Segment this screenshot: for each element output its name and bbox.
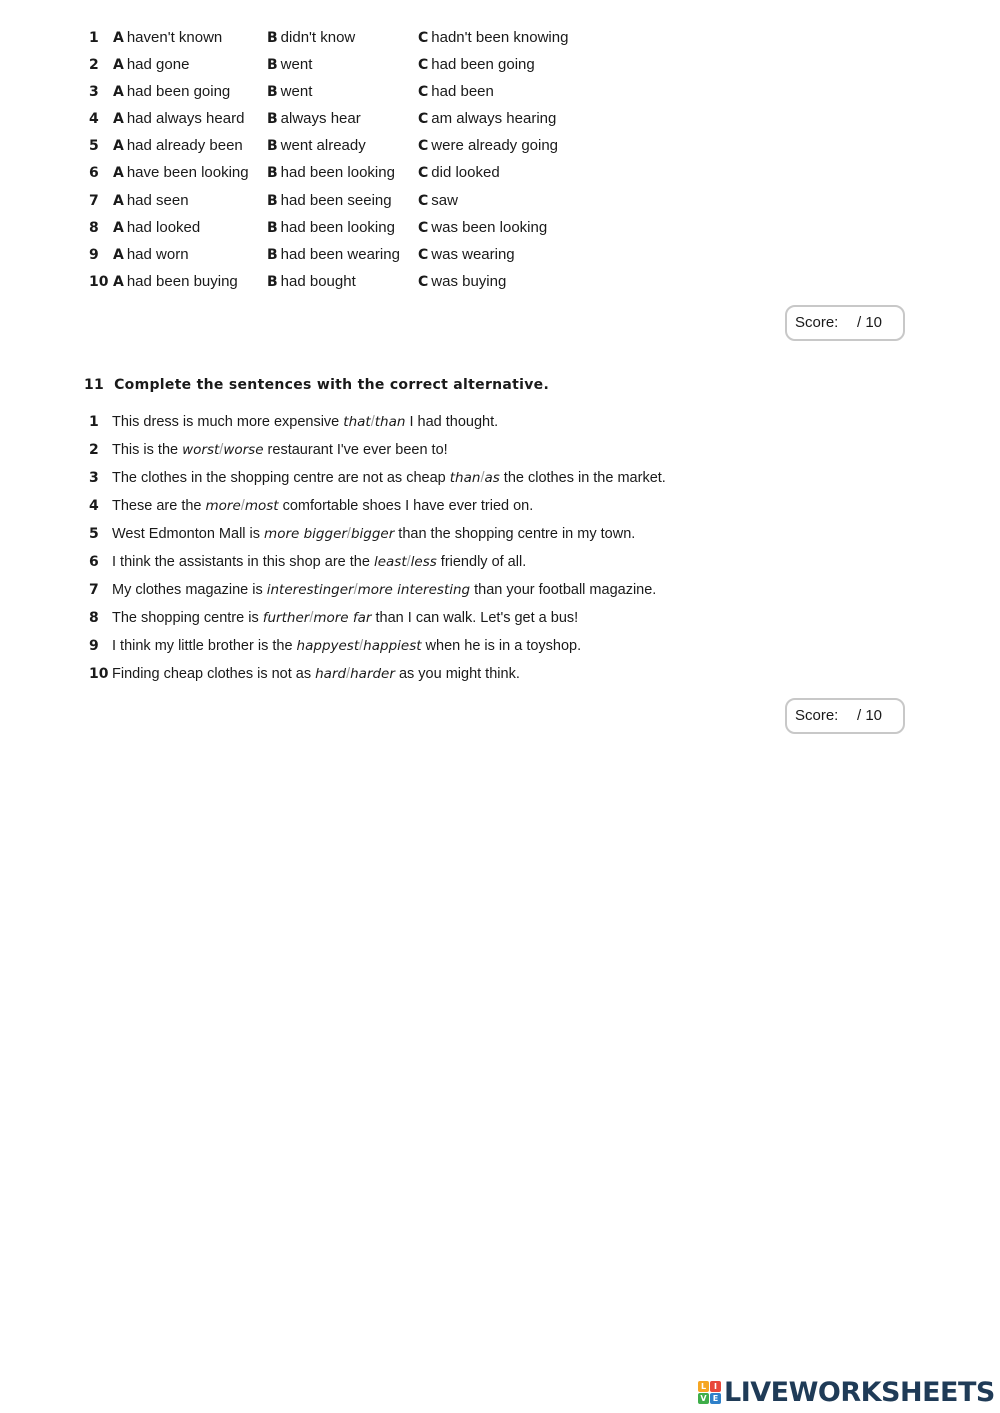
sentence-item (0, 468, 900, 496)
option-b[interactable]: B had bought (267, 273, 356, 290)
alternative-2[interactable]: less (410, 554, 437, 570)
option-c[interactable]: C hadn't been knowing (418, 29, 569, 46)
item-number: 7 (89, 193, 99, 209)
sentence-item (0, 636, 900, 664)
alternative-2[interactable]: harder (350, 666, 395, 682)
sentence-text: This is the worst/worse restaurant I've ever been to! (112, 442, 448, 458)
score-total: / 10 (857, 707, 883, 724)
item-number: 1 (89, 414, 99, 430)
sentence-item (0, 552, 900, 580)
alternative-2[interactable]: most (244, 498, 279, 514)
option-a[interactable]: A had already been (113, 137, 243, 154)
item-number: 4 (89, 111, 99, 127)
sentence-item (0, 580, 900, 608)
sentence-text: The shopping centre is further/more far than I can walk. Let's get a bus! (112, 610, 579, 626)
option-a[interactable]: A had looked (113, 219, 201, 236)
sentence-text: The clothes in the shopping centre are not as cheap than/as the clothes in the market. (112, 470, 666, 486)
option-a[interactable]: A had always heard (113, 110, 245, 127)
option-c[interactable]: C saw (418, 192, 458, 209)
sentence-item (0, 440, 900, 468)
alternative-1[interactable]: than (449, 470, 481, 486)
sentence-text: I think the assistants in this shop are the least/less friendly of all. (112, 554, 527, 570)
alternative-1[interactable]: worst (182, 442, 220, 458)
option-c[interactable]: C was buying (418, 273, 507, 290)
logo-square: V (698, 1393, 709, 1404)
score-label: Score: (795, 707, 839, 724)
item-number: 5 (89, 526, 99, 542)
exercise-number: 11 (84, 377, 105, 393)
logo-square: I (710, 1381, 721, 1392)
option-a[interactable]: A haven't known (113, 29, 223, 46)
logo-text: LIVEWORKSHEETS (724, 1377, 995, 1408)
option-a[interactable]: A had seen (113, 192, 189, 209)
alternative-2[interactable]: bigger (350, 526, 395, 542)
option-c[interactable]: C had been going (418, 56, 535, 73)
exercise-heading (84, 377, 549, 393)
sentence-text: I think my little brother is the happyest/happiest when he is in a toyshop. (112, 638, 582, 654)
option-c[interactable]: C had been (418, 83, 494, 100)
option-a[interactable]: A have been looking (113, 164, 249, 181)
sentence-text: West Edmonton Mall is more bigger/bigger than the shopping centre in my town. (112, 526, 636, 542)
mc-item (0, 136, 700, 163)
score-label: Score: (795, 314, 839, 331)
alternative-1[interactable]: more bigger (264, 526, 347, 542)
logo-square: E (710, 1393, 721, 1404)
sentence-text: My clothes magazine is interestinger/more interesting than your football magazine. (112, 582, 657, 598)
mc-item (0, 55, 700, 82)
alternative-1[interactable]: further (262, 610, 310, 626)
item-number: 3 (89, 470, 99, 486)
option-a[interactable]: A had worn (113, 246, 189, 263)
option-b[interactable]: B didn't know (267, 29, 356, 46)
alternative-2[interactable]: than (374, 414, 406, 430)
item-number: 8 (89, 610, 99, 626)
option-c[interactable]: C did looked (418, 164, 500, 181)
option-b[interactable]: B went already (267, 137, 366, 154)
item-number: 6 (89, 165, 99, 181)
mc-item (0, 28, 700, 55)
sentence-text: These are the more/most comfortable shoes I have ever tried on. (112, 498, 534, 514)
mc-item (0, 82, 700, 109)
alternative-2[interactable]: worse (223, 442, 264, 458)
score-box (785, 305, 905, 341)
option-c[interactable]: C were already going (418, 137, 559, 154)
logo-square: L (698, 1381, 709, 1392)
item-number: 1 (89, 30, 99, 46)
mc-item (0, 218, 700, 245)
alternative-1[interactable]: hard (315, 666, 347, 682)
mc-item (0, 191, 700, 218)
score-total: / 10 (857, 314, 883, 331)
item-number: 6 (89, 554, 99, 570)
option-b[interactable]: B had been seeing (267, 192, 392, 209)
mc-item (0, 109, 700, 136)
option-c[interactable]: C was wearing (418, 246, 515, 263)
alternative-1[interactable]: interestinger (266, 582, 354, 598)
sentence-text: Finding cheap clothes is not as hard/harder as you might think. (112, 666, 520, 682)
item-number: 4 (89, 498, 99, 514)
sentence-text: This dress is much more expensive that/than I had thought. (112, 414, 499, 430)
option-b[interactable]: B went (267, 56, 313, 73)
option-c[interactable]: C was been looking (418, 219, 548, 236)
option-b[interactable]: B went (267, 83, 313, 100)
item-number: 10 (89, 274, 109, 290)
item-number: 9 (89, 638, 99, 654)
option-b[interactable]: B had been looking (267, 164, 395, 181)
item-number: 10 (89, 666, 109, 682)
alternative-1[interactable]: more (205, 498, 241, 514)
item-number: 2 (89, 442, 99, 458)
item-number: 5 (89, 138, 99, 154)
option-b[interactable]: B had been looking (267, 219, 395, 236)
option-a[interactable]: A had gone (113, 56, 190, 73)
sentence-item (0, 664, 900, 692)
item-number: 8 (89, 220, 99, 236)
option-c[interactable]: C am always hearing (418, 110, 557, 127)
item-number: 3 (89, 84, 99, 100)
option-b[interactable]: B always hear (267, 110, 361, 127)
logo-squares-icon (698, 1381, 722, 1405)
option-a[interactable]: A had been going (113, 83, 231, 100)
sentence-item (0, 524, 900, 552)
item-number: 2 (89, 57, 99, 73)
alternative-2[interactable]: as (484, 470, 500, 486)
exercise-instruction: Complete the sentences with the correct alternative. (114, 377, 550, 393)
option-b[interactable]: B had been wearing (267, 246, 400, 263)
alternative-1[interactable]: happyest (296, 638, 360, 654)
sentence-item (0, 412, 900, 440)
sentence-item (0, 608, 900, 636)
liveworksheets-logo (698, 1379, 996, 1409)
item-number: 9 (89, 247, 99, 263)
score-box (785, 698, 905, 734)
mc-item (0, 245, 700, 272)
alternative-1[interactable]: least (373, 554, 407, 570)
option-a[interactable]: A had been buying (113, 273, 238, 290)
alternative-1[interactable]: that (343, 414, 371, 430)
alternative-2[interactable]: more interesting (357, 582, 471, 598)
mc-item (0, 272, 700, 299)
mc-item (0, 163, 700, 190)
item-number: 7 (89, 582, 99, 598)
alternative-2[interactable]: happiest (363, 638, 422, 654)
sentence-item (0, 496, 900, 524)
alternative-2[interactable]: more far (313, 610, 372, 626)
